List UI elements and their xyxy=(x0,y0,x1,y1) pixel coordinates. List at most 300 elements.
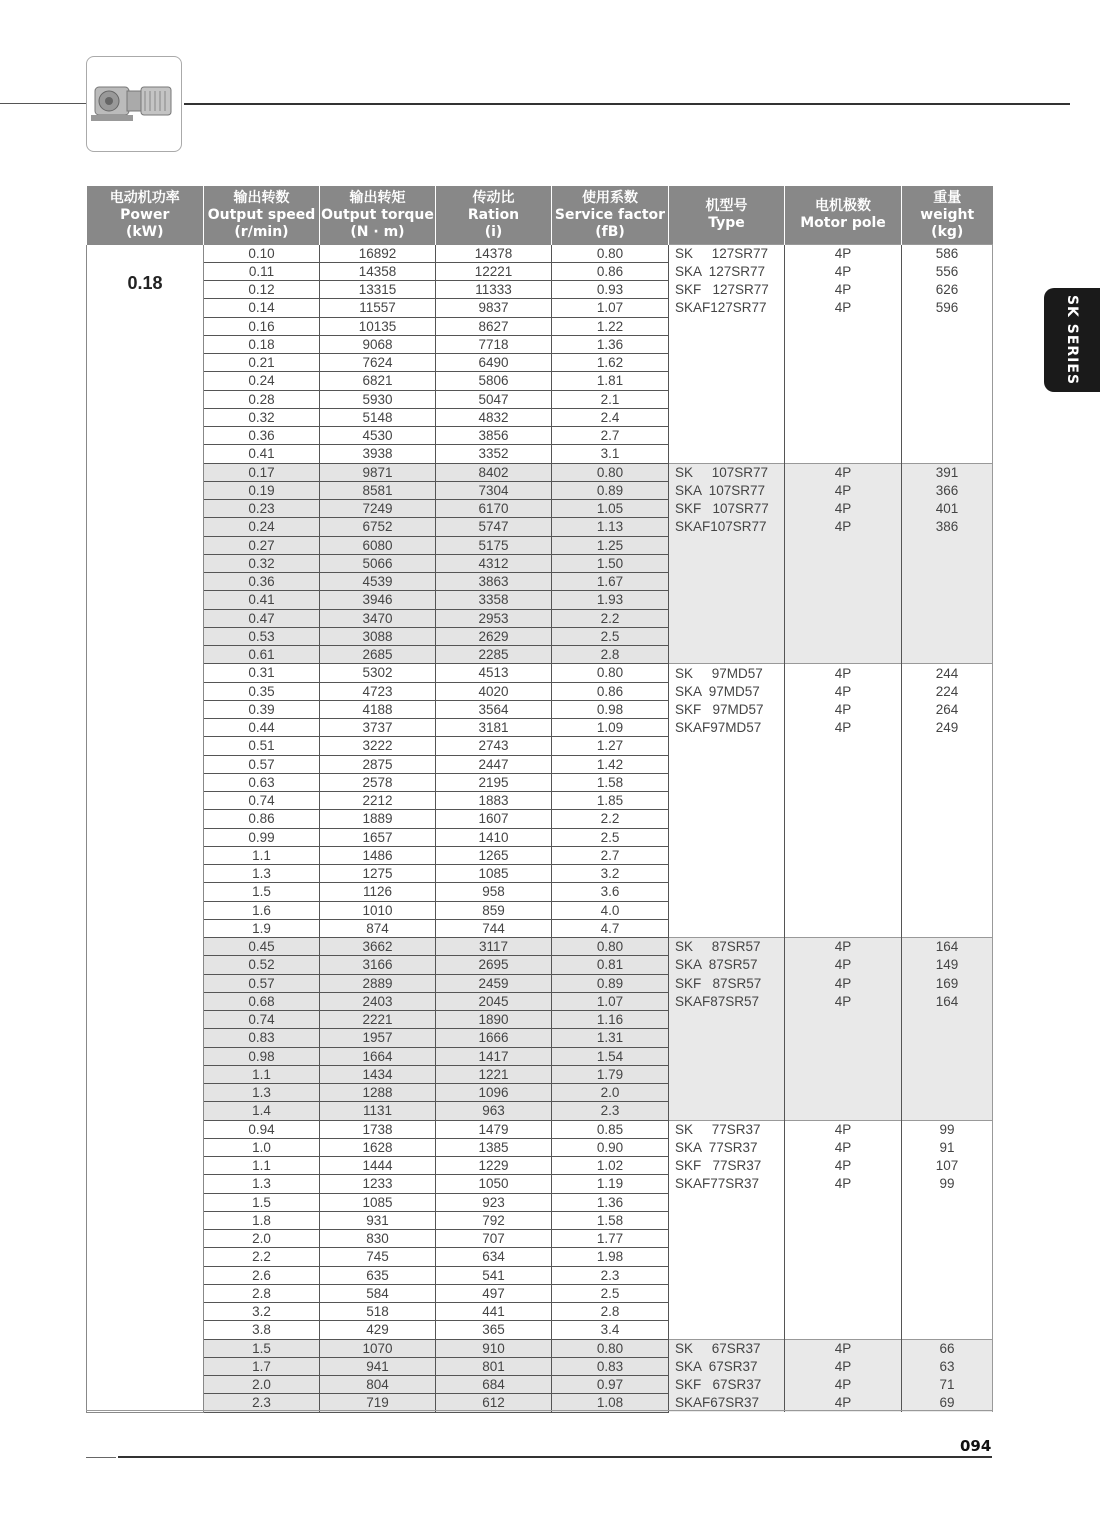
column-header-line: weight xyxy=(920,206,975,223)
table-row xyxy=(87,1102,993,1120)
column-header-line: (fB) xyxy=(595,223,625,240)
output-torque-cell: 6821 xyxy=(320,372,436,390)
output-torque-cell: 2578 xyxy=(320,773,436,791)
motor-pole-cell xyxy=(785,1266,902,1284)
weight-cell xyxy=(902,1011,993,1029)
output-torque-cell: 518 xyxy=(320,1303,436,1321)
weight-cell xyxy=(902,792,993,810)
output-torque-cell: 3088 xyxy=(320,627,436,645)
output-speed-cell: 0.27 xyxy=(204,536,320,554)
ratio-cell: 1265 xyxy=(436,846,552,864)
service-factor-cell: 1.05 xyxy=(552,500,669,518)
type-cell xyxy=(669,1284,785,1302)
table-row xyxy=(87,1157,993,1175)
output-speed-cell: 0.32 xyxy=(204,408,320,426)
weight-cell xyxy=(902,810,993,828)
service-factor-cell: 2.5 xyxy=(552,627,669,645)
weight-cell xyxy=(902,445,993,463)
service-factor-cell: 0.89 xyxy=(552,481,669,499)
output-speed-cell: 0.24 xyxy=(204,372,320,390)
type-cell: SKA 77SR37 xyxy=(669,1138,785,1156)
type-cell xyxy=(669,408,785,426)
output-speed-cell: 0.35 xyxy=(204,682,320,700)
ratio-cell: 5806 xyxy=(436,372,552,390)
type-cell xyxy=(669,554,785,572)
output-torque-cell: 1233 xyxy=(320,1175,436,1193)
output-torque-cell: 1131 xyxy=(320,1102,436,1120)
output-torque-cell: 1444 xyxy=(320,1157,436,1175)
table-row xyxy=(87,427,993,445)
output-torque-cell: 830 xyxy=(320,1230,436,1248)
weight-cell: 626 xyxy=(902,281,993,299)
ratio-cell: 2045 xyxy=(436,992,552,1010)
type-cell xyxy=(669,627,785,645)
service-factor-cell: 2.3 xyxy=(552,1102,669,1120)
type-cell xyxy=(669,810,785,828)
type-cell xyxy=(669,1248,785,1266)
service-factor-cell: 0.80 xyxy=(552,664,669,682)
service-factor-cell: 2.7 xyxy=(552,846,669,864)
type-cell xyxy=(669,755,785,773)
output-speed-cell: 0.36 xyxy=(204,427,320,445)
output-speed-cell: 0.83 xyxy=(204,1029,320,1047)
output-torque-cell: 2889 xyxy=(320,974,436,992)
table-row xyxy=(87,1266,993,1284)
table-row xyxy=(87,810,993,828)
type-cell xyxy=(669,1230,785,1248)
weight-cell xyxy=(902,1065,993,1083)
output-speed-cell: 0.74 xyxy=(204,1011,320,1029)
ratio-cell: 792 xyxy=(436,1211,552,1229)
service-factor-cell: 4.0 xyxy=(552,901,669,919)
column-header-line: (r/min) xyxy=(234,223,289,240)
weight-cell xyxy=(902,1284,993,1302)
table-row xyxy=(87,700,993,718)
motor-pole-cell: 4P xyxy=(785,700,902,718)
table-row xyxy=(87,518,993,536)
service-factor-cell: 1.54 xyxy=(552,1047,669,1065)
table-row xyxy=(87,682,993,700)
ratio-cell: 1410 xyxy=(436,828,552,846)
output-torque-cell: 1889 xyxy=(320,810,436,828)
table-row xyxy=(87,445,993,463)
motor-pole-cell: 4P xyxy=(785,1339,902,1357)
ratio-cell: 612 xyxy=(436,1394,552,1412)
output-speed-cell: 0.16 xyxy=(204,317,320,335)
output-speed-cell: 0.14 xyxy=(204,299,320,317)
service-factor-cell: 0.80 xyxy=(552,1339,669,1357)
service-factor-cell: 0.98 xyxy=(552,700,669,718)
weight-cell: 596 xyxy=(902,299,993,317)
column-header xyxy=(785,186,902,245)
ratio-cell: 14378 xyxy=(436,245,552,263)
ratio-cell: 1221 xyxy=(436,1065,552,1083)
output-torque-cell: 4539 xyxy=(320,573,436,591)
motor-pole-cell: 4P xyxy=(785,262,902,280)
motor-pole-cell xyxy=(785,372,902,390)
weight-cell xyxy=(902,755,993,773)
type-cell xyxy=(669,354,785,372)
type-cell: SKF 107SR77 xyxy=(669,500,785,518)
table-row xyxy=(87,317,993,335)
type-cell: SKF 127SR77 xyxy=(669,281,785,299)
table-row xyxy=(87,646,993,664)
service-factor-cell: 3.6 xyxy=(552,883,669,901)
type-cell: SK 127SR77 xyxy=(669,245,785,263)
motor-pole-cell xyxy=(785,335,902,353)
weight-cell xyxy=(902,317,993,335)
service-factor-cell: 1.36 xyxy=(552,1193,669,1211)
motor-pole-cell xyxy=(785,609,902,627)
weight-cell: 586 xyxy=(902,245,993,263)
type-cell xyxy=(669,609,785,627)
type-cell: SKA 97MD57 xyxy=(669,682,785,700)
output-torque-cell: 1486 xyxy=(320,846,436,864)
output-speed-cell: 0.24 xyxy=(204,518,320,536)
service-factor-cell: 1.62 xyxy=(552,354,669,372)
service-factor-cell: 1.07 xyxy=(552,992,669,1010)
table-row xyxy=(87,481,993,499)
table-row xyxy=(87,1211,993,1229)
column-header xyxy=(320,186,436,245)
service-factor-cell: 0.90 xyxy=(552,1138,669,1156)
ratio-cell: 12221 xyxy=(436,262,552,280)
ratio-cell: 3352 xyxy=(436,445,552,463)
type-cell: SKF 87SR57 xyxy=(669,974,785,992)
ratio-cell: 3358 xyxy=(436,591,552,609)
output-speed-cell: 0.86 xyxy=(204,810,320,828)
output-torque-cell: 4723 xyxy=(320,682,436,700)
column-header-line: (i) xyxy=(484,223,503,240)
motor-pole-cell xyxy=(785,792,902,810)
service-factor-cell: 2.5 xyxy=(552,828,669,846)
ratio-cell: 4513 xyxy=(436,664,552,682)
ratio-cell: 1883 xyxy=(436,792,552,810)
output-torque-cell: 16892 xyxy=(320,245,436,263)
column-header xyxy=(87,186,204,245)
output-torque-cell: 8581 xyxy=(320,481,436,499)
service-factor-cell: 1.36 xyxy=(552,335,669,353)
output-speed-cell: 1.3 xyxy=(204,865,320,883)
weight-cell: 164 xyxy=(902,938,993,956)
ratio-cell: 8402 xyxy=(436,463,552,481)
weight-cell: 63 xyxy=(902,1357,993,1375)
type-cell xyxy=(669,1303,785,1321)
weight-cell xyxy=(902,554,993,572)
type-cell: SKAF67SR37 xyxy=(669,1394,785,1412)
output-speed-cell: 2.8 xyxy=(204,1284,320,1302)
table-row xyxy=(87,536,993,554)
table-row xyxy=(87,1175,993,1193)
ratio-cell: 1229 xyxy=(436,1157,552,1175)
ratio-cell: 744 xyxy=(436,919,552,937)
ratio-cell: 365 xyxy=(436,1321,552,1339)
motor-pole-cell: 4P xyxy=(785,299,902,317)
type-cell: SKF 67SR37 xyxy=(669,1376,785,1394)
output-torque-cell: 1288 xyxy=(320,1084,436,1102)
motor-pole-cell xyxy=(785,317,902,335)
ratio-cell: 684 xyxy=(436,1376,552,1394)
motor-pole-cell: 4P xyxy=(785,1357,902,1375)
weight-cell: 401 xyxy=(902,500,993,518)
motor-pole-cell: 4P xyxy=(785,664,902,682)
type-cell: SKAF77SR37 xyxy=(669,1175,785,1193)
service-factor-cell: 3.4 xyxy=(552,1321,669,1339)
motor-pole-cell: 4P xyxy=(785,481,902,499)
spec-table xyxy=(86,186,992,1413)
type-cell: SK 97MD57 xyxy=(669,664,785,682)
output-speed-cell: 1.1 xyxy=(204,1157,320,1175)
output-speed-cell: 1.9 xyxy=(204,919,320,937)
column-header-line: Output speed xyxy=(207,206,316,223)
motor-pole-cell xyxy=(785,755,902,773)
output-speed-cell: 0.32 xyxy=(204,554,320,572)
type-cell: SKAF87SR57 xyxy=(669,992,785,1010)
type-cell xyxy=(669,591,785,609)
output-torque-cell: 2221 xyxy=(320,1011,436,1029)
output-speed-cell: 0.68 xyxy=(204,992,320,1010)
footer-rule xyxy=(118,1456,992,1458)
motor-pole-cell xyxy=(785,554,902,572)
output-torque-cell: 1275 xyxy=(320,865,436,883)
ratio-cell: 441 xyxy=(436,1303,552,1321)
output-speed-cell: 0.12 xyxy=(204,281,320,299)
motor-pole-cell xyxy=(785,737,902,755)
table-row xyxy=(87,1011,993,1029)
output-speed-cell: 0.41 xyxy=(204,445,320,463)
output-speed-cell: 2.6 xyxy=(204,1266,320,1284)
ratio-cell: 11333 xyxy=(436,281,552,299)
weight-cell: 249 xyxy=(902,719,993,737)
table-row xyxy=(87,245,993,263)
type-cell: SKA 87SR57 xyxy=(669,956,785,974)
service-factor-cell: 1.25 xyxy=(552,536,669,554)
ratio-cell: 4020 xyxy=(436,682,552,700)
table-row xyxy=(87,901,993,919)
motor-pole-cell xyxy=(785,445,902,463)
table-row xyxy=(87,554,993,572)
motor-pole-cell xyxy=(785,773,902,791)
weight-cell xyxy=(902,427,993,445)
weight-cell xyxy=(902,846,993,864)
weight-cell xyxy=(902,773,993,791)
output-speed-cell: 0.94 xyxy=(204,1120,320,1138)
weight-cell xyxy=(902,1193,993,1211)
weight-cell: 99 xyxy=(902,1175,993,1193)
output-speed-cell: 0.31 xyxy=(204,664,320,682)
weight-cell xyxy=(902,609,993,627)
motor-pole-cell: 4P xyxy=(785,1394,902,1412)
output-speed-cell: 0.36 xyxy=(204,573,320,591)
column-header xyxy=(436,186,552,245)
ratio-cell: 958 xyxy=(436,883,552,901)
ratio-cell: 1417 xyxy=(436,1047,552,1065)
column-header-line: (kW) xyxy=(125,223,164,240)
output-torque-cell: 10135 xyxy=(320,317,436,335)
table-row xyxy=(87,1120,993,1138)
weight-cell xyxy=(902,865,993,883)
weight-cell: 91 xyxy=(902,1138,993,1156)
column-header-line: 输出转矩 xyxy=(349,189,406,206)
motor-pole-cell xyxy=(785,1248,902,1266)
ratio-cell: 1890 xyxy=(436,1011,552,1029)
type-cell xyxy=(669,1266,785,1284)
output-speed-cell: 0.28 xyxy=(204,390,320,408)
service-factor-cell: 0.80 xyxy=(552,938,669,956)
table-row xyxy=(87,992,993,1010)
output-torque-cell: 429 xyxy=(320,1321,436,1339)
output-speed-cell: 1.5 xyxy=(204,1193,320,1211)
motor-pole-cell xyxy=(785,846,902,864)
service-factor-cell: 0.85 xyxy=(552,1120,669,1138)
service-factor-cell: 2.7 xyxy=(552,427,669,445)
ratio-cell: 3181 xyxy=(436,719,552,737)
service-factor-cell: 1.50 xyxy=(552,554,669,572)
ratio-cell: 707 xyxy=(436,1230,552,1248)
output-speed-cell: 3.8 xyxy=(204,1321,320,1339)
type-cell xyxy=(669,1084,785,1102)
motor-pole-cell xyxy=(785,390,902,408)
ratio-cell: 634 xyxy=(436,1248,552,1266)
type-cell xyxy=(669,390,785,408)
output-torque-cell: 7624 xyxy=(320,354,436,372)
output-torque-cell: 874 xyxy=(320,919,436,937)
motor-pole-cell xyxy=(785,573,902,591)
header-rule-left xyxy=(0,103,88,104)
output-torque-cell: 5302 xyxy=(320,664,436,682)
weight-cell: 71 xyxy=(902,1376,993,1394)
type-cell: SKF 97MD57 xyxy=(669,700,785,718)
motor-pole-cell: 4P xyxy=(785,938,902,956)
ratio-cell: 5747 xyxy=(436,518,552,536)
service-factor-cell: 1.42 xyxy=(552,755,669,773)
column-header-line: 输出转数 xyxy=(233,189,290,206)
type-cell xyxy=(669,1321,785,1339)
table-row xyxy=(87,1029,993,1047)
motor-pole-cell: 4P xyxy=(785,719,902,737)
motor-pole-cell xyxy=(785,1084,902,1102)
output-torque-cell: 3470 xyxy=(320,609,436,627)
output-speed-cell: 1.3 xyxy=(204,1175,320,1193)
output-speed-cell: 0.23 xyxy=(204,500,320,518)
table-row xyxy=(87,1047,993,1065)
motor-pole-cell xyxy=(785,1321,902,1339)
type-cell xyxy=(669,427,785,445)
service-factor-cell: 0.80 xyxy=(552,245,669,263)
type-cell xyxy=(669,828,785,846)
output-speed-cell: 2.0 xyxy=(204,1376,320,1394)
table-row xyxy=(87,262,993,280)
ratio-cell: 963 xyxy=(436,1102,552,1120)
type-cell xyxy=(669,573,785,591)
table-row xyxy=(87,609,993,627)
ratio-cell: 923 xyxy=(436,1193,552,1211)
ratio-cell: 2459 xyxy=(436,974,552,992)
type-cell: SKF 77SR37 xyxy=(669,1157,785,1175)
ratio-cell: 801 xyxy=(436,1357,552,1375)
table-row xyxy=(87,627,993,645)
column-header-line: Service factor xyxy=(554,206,666,223)
type-cell xyxy=(669,846,785,864)
column-header xyxy=(669,186,785,245)
service-factor-cell: 1.31 xyxy=(552,1029,669,1047)
service-factor-cell: 2.1 xyxy=(552,390,669,408)
motor-pole-cell xyxy=(785,1065,902,1083)
ratio-cell: 497 xyxy=(436,1284,552,1302)
output-speed-cell: 1.3 xyxy=(204,1084,320,1102)
footer-rule-left xyxy=(86,1457,116,1458)
service-factor-cell: 1.58 xyxy=(552,773,669,791)
type-cell xyxy=(669,1211,785,1229)
power-value: 0.18 xyxy=(87,245,204,1413)
type-cell xyxy=(669,536,785,554)
service-factor-cell: 4.7 xyxy=(552,919,669,937)
weight-cell xyxy=(902,901,993,919)
motor-pole-cell xyxy=(785,427,902,445)
service-factor-cell: 1.22 xyxy=(552,317,669,335)
service-factor-cell: 1.79 xyxy=(552,1065,669,1083)
table-row xyxy=(87,883,993,901)
output-speed-cell: 1.6 xyxy=(204,901,320,919)
ratio-cell: 1085 xyxy=(436,865,552,883)
type-cell xyxy=(669,919,785,937)
service-factor-cell: 0.93 xyxy=(552,281,669,299)
service-factor-cell: 1.98 xyxy=(552,1248,669,1266)
table-row xyxy=(87,828,993,846)
output-torque-cell: 2685 xyxy=(320,646,436,664)
table-row xyxy=(87,1065,993,1083)
service-factor-cell: 2.0 xyxy=(552,1084,669,1102)
table-row xyxy=(87,390,993,408)
motor-pole-cell: 4P xyxy=(785,956,902,974)
output-torque-cell: 2212 xyxy=(320,792,436,810)
ratio-cell: 2695 xyxy=(436,956,552,974)
motor-pole-cell: 4P xyxy=(785,1138,902,1156)
ratio-cell: 9837 xyxy=(436,299,552,317)
motor-pole-cell: 4P xyxy=(785,281,902,299)
column-header xyxy=(552,186,669,245)
table-row xyxy=(87,335,993,353)
column-header-line: 电动机功率 xyxy=(109,189,180,206)
output-torque-cell: 5930 xyxy=(320,390,436,408)
output-torque-cell: 14358 xyxy=(320,262,436,280)
weight-cell xyxy=(902,335,993,353)
motor-pole-cell: 4P xyxy=(785,245,902,263)
output-torque-cell: 3222 xyxy=(320,737,436,755)
column-header-line: Type xyxy=(708,215,745,231)
output-torque-cell: 2403 xyxy=(320,992,436,1010)
motor-pole-cell xyxy=(785,1047,902,1065)
series-tab xyxy=(1044,288,1100,392)
type-cell xyxy=(669,773,785,791)
type-cell xyxy=(669,1011,785,1029)
weight-cell xyxy=(902,591,993,609)
output-torque-cell: 1010 xyxy=(320,901,436,919)
type-cell: SKA 107SR77 xyxy=(669,481,785,499)
ratio-cell: 1479 xyxy=(436,1120,552,1138)
type-cell xyxy=(669,335,785,353)
weight-cell xyxy=(902,1248,993,1266)
ratio-cell: 2447 xyxy=(436,755,552,773)
motor-pole-cell xyxy=(785,1011,902,1029)
output-torque-cell: 4530 xyxy=(320,427,436,445)
series-tab-label: SK SERIES xyxy=(1064,294,1080,386)
output-speed-cell: 0.51 xyxy=(204,737,320,755)
table-row xyxy=(87,1376,993,1394)
weight-cell: 66 xyxy=(902,1339,993,1357)
output-torque-cell: 6752 xyxy=(320,518,436,536)
output-torque-cell: 719 xyxy=(320,1394,436,1412)
